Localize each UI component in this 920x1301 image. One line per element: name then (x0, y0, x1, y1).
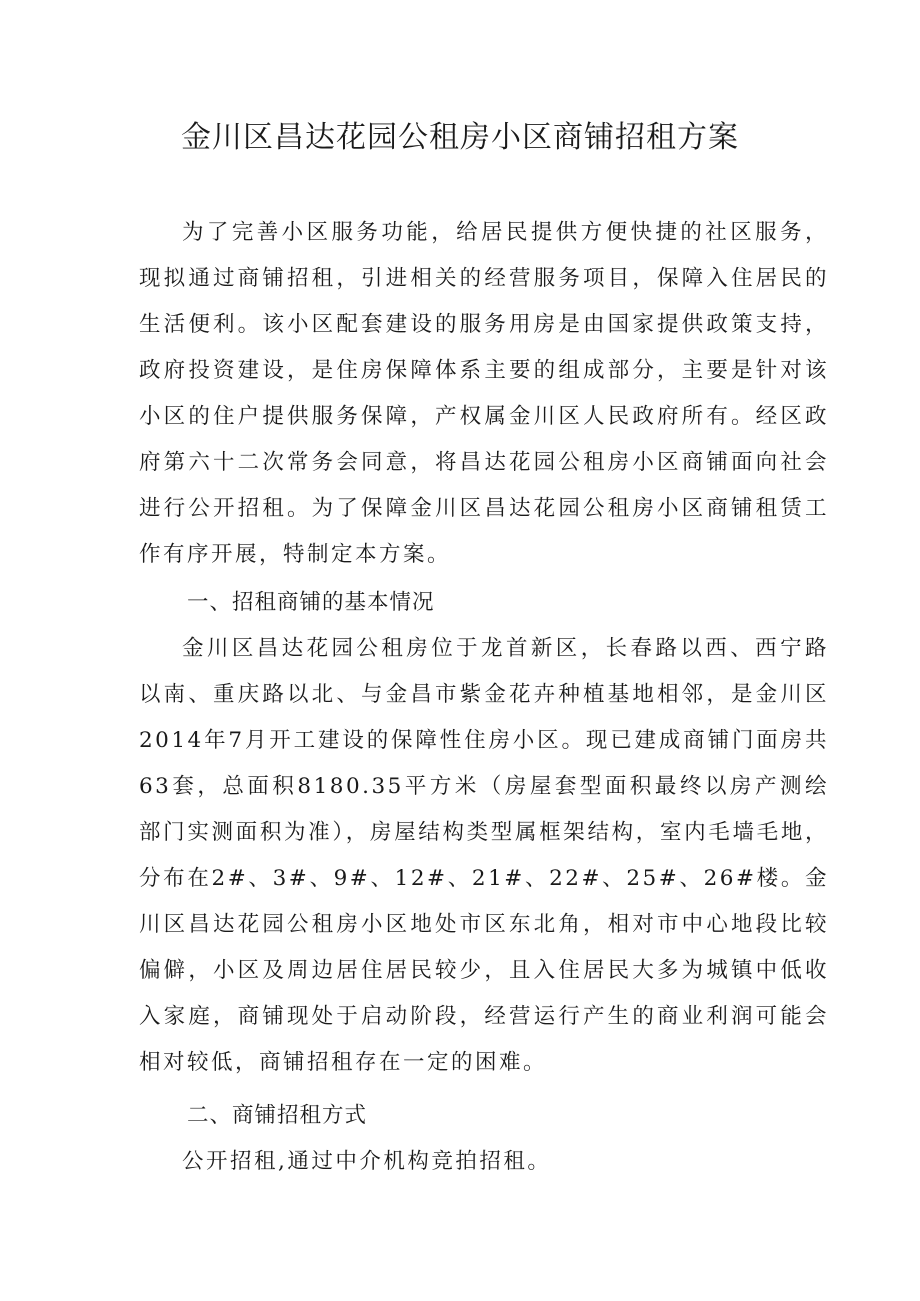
section-heading-basic-info: 一、招租商铺的基本情况 (187, 590, 435, 615)
section-paragraph-lease-method: 公开招租,通过中介机构竞拍招租。 (182, 1149, 552, 1174)
section-heading-lease-method: 二、商铺招租方式 (187, 1103, 368, 1128)
section-paragraph-basic-info: 金川区昌达花园公租房位于龙首新区，长春路以西、西宁路以南、重庆路以北、与金昌市紫金花卉种植基地相邻，是金川区2014年7月开工建设的保障性住房小区。现已建成商铺门面房共63套，总面积8180.35平方米（房屋套型面积最终以房产测绘部门实测面积为准），房屋结构类型属框架结构，室内毛墙毛地，分布在2#、3#、9#、12#、21#、22#、25#、26#楼。金川区昌达花园公租房小区地处市区东北角，相对市中心地段比较偏僻，小区及周边居住居民较少，且入住居民大多为城镇中低收入家庭，商铺现处于启动阶段，经营运行产生的商业利润可能会相对较低，商铺招租存在一定的困难。 (139, 636, 829, 1075)
intro-paragraph: 为了完善小区服务功能，给居民提供方便快捷的社区服务，现拟通过商铺招租，引进相关的经营服务项目，保障入住居民的生活便利。该小区配套建设的服务用房是由国家提供政策支持，政府投资建设，是住房保障体系主要的组成部分，主要是针对该小区的住户提供服务保障，产权属金川区人民政府所有。经区政府第六十二次常务会同意，将昌达花园公租房小区商铺面向社会进行公开招租。为了保障金川区昌达花园公租房小区商铺租赁工作有序开展，特制定本方案。 (139, 220, 829, 567)
document-title: 金川区昌达花园公租房小区商铺招租方案 (181, 120, 739, 155)
